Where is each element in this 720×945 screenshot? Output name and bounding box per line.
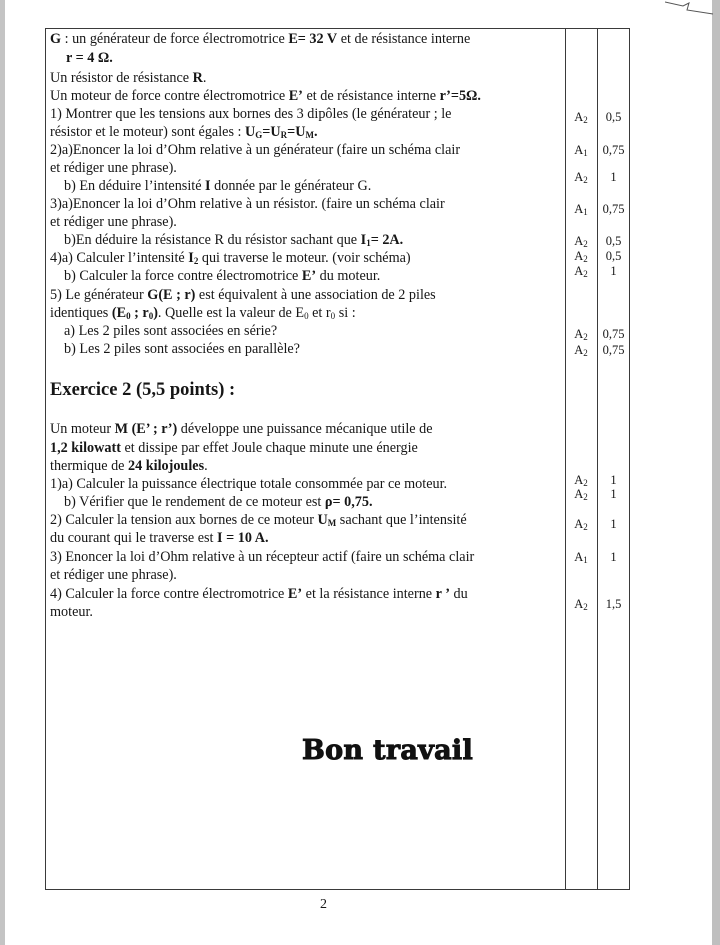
ex1-q4a-points: 0,5 (605, 249, 622, 263)
ex2-q1b: b) Vérifier que le rendement de ce moteur est ρ= 0,75. (64, 494, 373, 510)
ex1-q5b-points: 0,75 (602, 343, 625, 357)
ex1-q4b-points: 1 (610, 264, 617, 278)
ex1-q1-level: $A_2$ (574, 110, 588, 125)
ex2-q2-points: 1 (610, 517, 617, 531)
ex1-q2a-line1: 2)a)Enoncer la loi d’Ohm relative à un générateur (faire un schéma clair (50, 142, 461, 158)
points-column-divider (597, 28, 598, 890)
ex1-q2a-line2: et rédiger une phrase). (50, 160, 177, 176)
ex1-q3b-level: $A_2$ (574, 234, 588, 249)
ex1-q2a-level: $A_1$ (574, 143, 588, 158)
scan-edge-left (0, 0, 5, 945)
ex1-intro-internal-resistance: r = 4 Ω. (66, 50, 113, 66)
ex2-q2-level: $A_2$ (574, 517, 588, 532)
ex1-q3a-line2: et rédiger une phrase). (50, 214, 177, 230)
ex1-q2a-points: 0,75 (602, 143, 625, 157)
ex2-q3-level: $A_1$ (574, 550, 588, 565)
ex1-q5-line1: 5) Le générateur G(E ; r) est équivalent à une association de 2 piles (50, 287, 436, 303)
ex2-q3-line1: 3) Enoncer la loi d’Ohm relative à un récepteur actif (faire un schéma clair (50, 549, 475, 565)
ex2-q1a: 1)a) Calculer la puissance électrique totale consommée par ce moteur. (50, 476, 448, 492)
ex1-q2b: b) En déduire l’intensité I donnée par le générateur G. (64, 178, 372, 194)
ex1-q5a-level: $A_2$ (574, 327, 588, 342)
ex1-q4a: 4)a) Calculer l’intensité $I_2$ qui traverse le moteur. (voir schéma) (50, 250, 411, 266)
ex2-intro-line3: thermique de 24 kilojoules. (50, 458, 208, 474)
exercise2-title: Exercice 2 (5,5 points) : (50, 380, 236, 400)
ex2-q4-line1: 4) Calculer la force contre électromotrice E’ et la résistance interne r ’ du (50, 586, 468, 602)
ex1-q3b: b)En déduire la résistance R du résistor sachant que $I_1= 2A$. (64, 232, 404, 248)
ex2-intro-line1: Un moteur M (E’ ; r’) développe une puissance mécanique utile de (50, 421, 433, 437)
ex1-q3a-level: $A_1$ (574, 202, 588, 217)
ex1-q5a: a) Les 2 piles sont associées en série? (64, 323, 278, 339)
ex1-q4a-level: $A_2$ (574, 249, 588, 264)
page-curl-mark (665, 0, 715, 20)
ex1-intro-resistor: Un résistor de résistance R. (50, 70, 207, 86)
ex1-intro-generator: G : un générateur de force électromotrice E= 32 V et de résistance interne (50, 31, 471, 47)
ex1-q5-line2: identiques ($E_0$ ; $r_0$). Quelle est la valeur de $E_0$ et $r_0$ si : (50, 305, 356, 321)
ex1-q1-points: 0,5 (605, 110, 622, 124)
ex1-q3a-line1: 3)a)Enoncer la loi d’Ohm relative à un résistor. (faire un schéma clair (50, 196, 445, 212)
ex1-q1-line2: résistor et le moteur) sont égales : $U_G=U_R=U_M$. (50, 124, 318, 140)
ex2-q1b-points: 1 (610, 487, 617, 501)
ex2-q4-line2: moteur. (50, 604, 93, 620)
ex1-q5a-points: 0,75 (602, 327, 625, 341)
page-number: 2 (320, 897, 327, 912)
ex1-q5b: b) Les 2 piles sont associées en parallèle? (64, 341, 300, 357)
ex2-q3-points: 1 (610, 550, 617, 564)
ex1-intro-motor: Un moteur de force contre électromotrice E’ et de résistance interne r’=5Ω. (50, 88, 481, 104)
ex2-q1b-level: $A_2$ (574, 487, 588, 502)
ex1-q3a-points: 0,75 (602, 202, 625, 216)
ex2-q1a-level: $A_2$ (574, 473, 588, 488)
ex2-intro-line2: 1,2 kilowatt et dissipe par effet Joule chaque minute une énergie (50, 440, 418, 456)
closing-message: Bon travail (302, 735, 474, 766)
ex1-q5b-level: $A_2$ (574, 343, 588, 358)
level-column-divider (565, 28, 566, 890)
ex1-q4b: b) Calculer la force contre électromotrice E’ du moteur. (64, 268, 381, 284)
ex2-q4-level: $A_2$ (574, 597, 588, 612)
ex1-q1-line1: 1) Montrer que les tensions aux bornes des 3 dipôles (le générateur ; le (50, 106, 452, 122)
ex1-q3b-points: 0,5 (605, 234, 622, 248)
scan-edge-right (712, 0, 720, 945)
ex2-q4-points: 1,5 (605, 597, 622, 611)
ex1-q4b-level: $A_2$ (574, 264, 588, 279)
ex2-q2-line1: 2) Calculer la tension aux bornes de ce moteur $U_M$ sachant que l’intensité (50, 512, 467, 528)
ex1-q2b-points: 1 (610, 170, 617, 184)
ex2-q1a-points: 1 (610, 473, 617, 487)
ex2-q3-line2: et rédiger une phrase). (50, 567, 177, 583)
ex1-q2b-level: $A_2$ (574, 170, 588, 185)
ex2-q2-line2: du courant qui le traverse est I = 10 A. (50, 530, 269, 546)
